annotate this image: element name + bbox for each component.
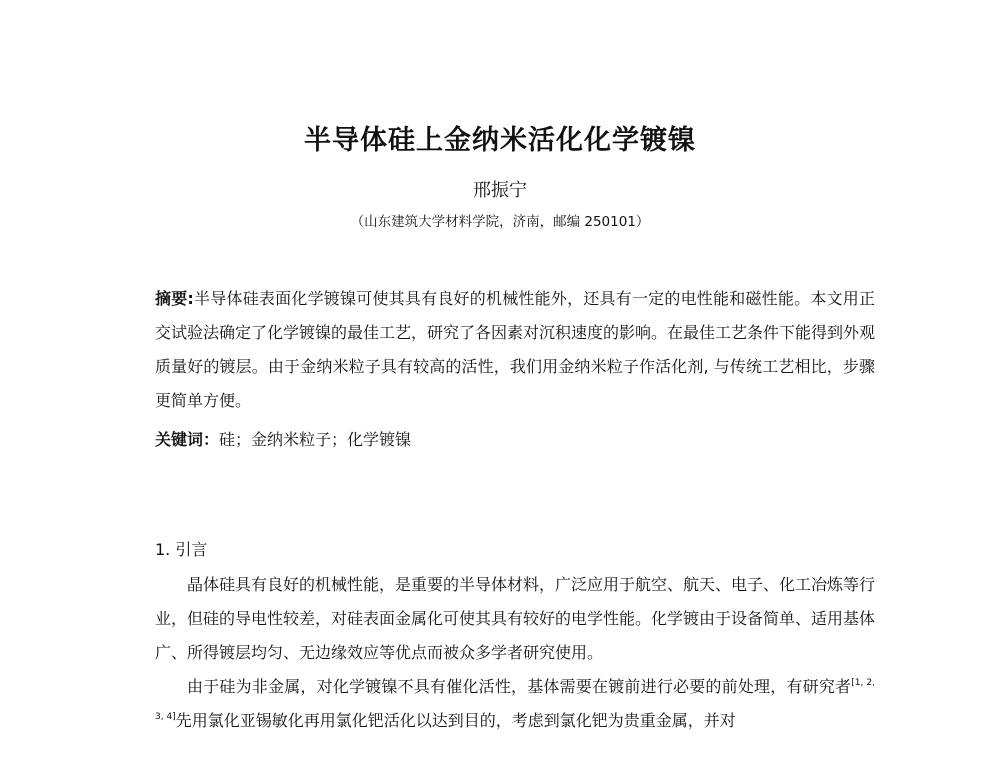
author-name: 邢振宁 — [473, 180, 527, 201]
section-body — [155, 568, 875, 738]
paragraph — [155, 670, 875, 738]
paragraph-text: 先用氯化亚锡敏化再用氯化钯活化以达到目的，考虑到氯化钯为贵重金属，并对 — [175, 711, 736, 730]
abstract-label: 摘要: — [155, 289, 194, 308]
section-heading-introduction: 1. 引言 — [155, 540, 208, 559]
paragraph-text: 由于硅为非金属，对化学镀镍不具有催化活性，基体需要在镀前进行必要的前处理，有研究者 — [187, 677, 852, 696]
abstract — [155, 282, 875, 418]
paragraph: 晶体硅具有良好的机械性能，是重要的半导体材料，广泛应用于航空、航天、电子、化工冶炼等行业，但硅的导电性较差，对硅表面金属化可使其具有较好的电学性能。化学镀由于设备简单、适用基体广、所得镀层均匀、无边缘效应等优点而被众多学者研究使用。 — [155, 575, 876, 662]
citation: [1, 2, 3, 4] — [155, 678, 875, 722]
paper-title: 半导体硅上金纳米活化化学镀镍 — [304, 125, 696, 156]
author-affiliation: （山东建筑大学材料学院，济南，邮编 250101） — [350, 214, 650, 230]
keywords-text: 硅；金纳米粒子；化学镀镍 — [219, 430, 412, 449]
keywords — [155, 423, 875, 457]
abstract-text: 半导体硅表面化学镀镍可使其具有良好的机械性能外，还具有一定的电性能和磁性能。本文用正交试验法确定了化学镀镍的最佳工艺，研究了各因素对沉积速度的影响。在最佳工艺条件下能得到外观质量好的镀层。由于金纳米粒子具有较高的活性，我们用金纳米粒子作活化剂, 与传统工艺相比，步骤更简单方便。 — [155, 289, 876, 410]
keywords-label: 关键词： — [155, 430, 220, 449]
